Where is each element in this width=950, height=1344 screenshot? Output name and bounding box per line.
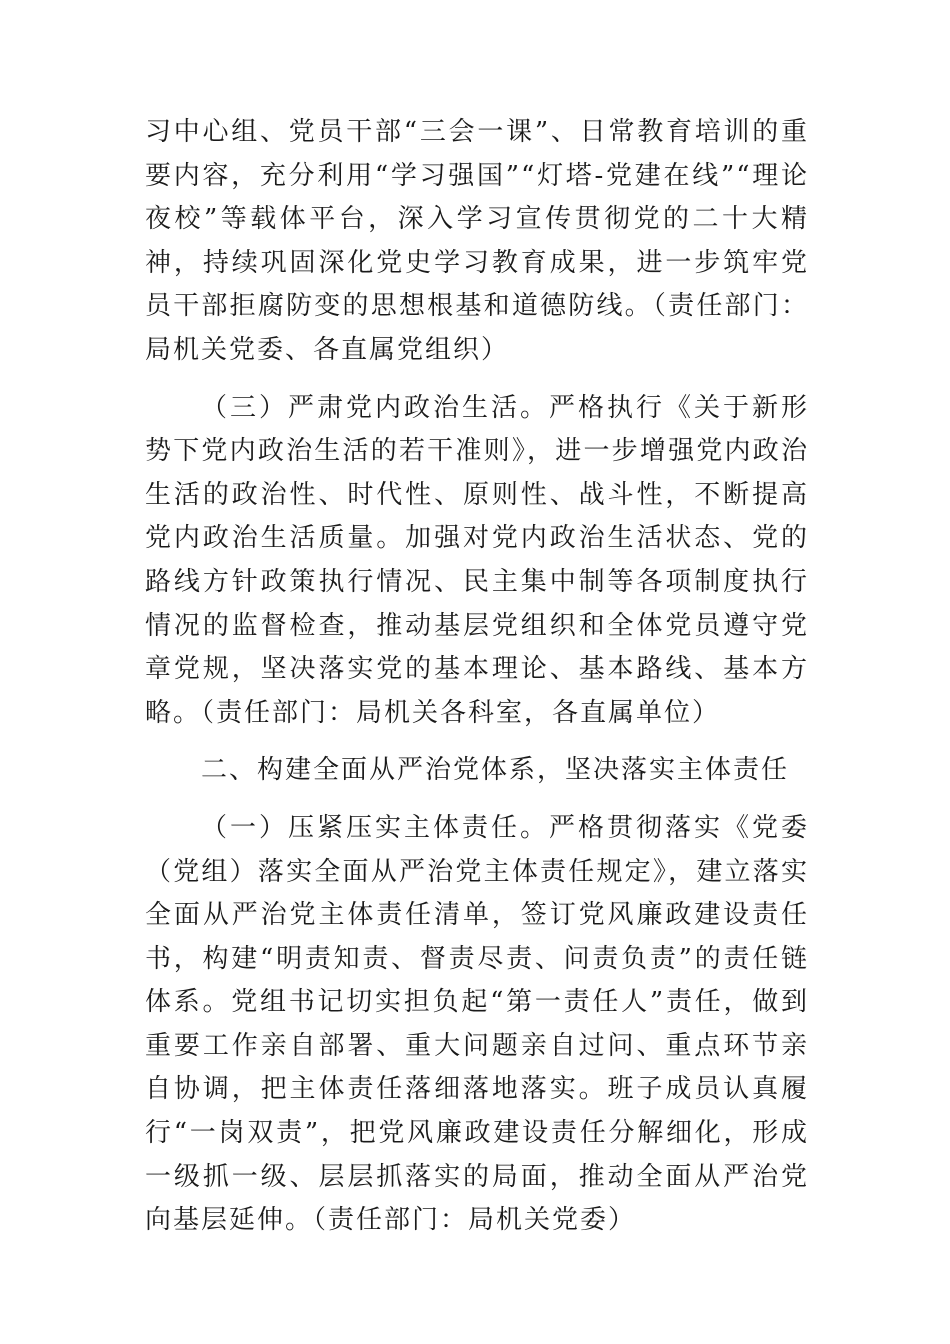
section-heading-2: 二、构建全面从严治党体系，坚决落实主体责任 <box>201 755 790 786</box>
paragraph-continuation: 习中心组、党员干部“三会一课”、日常教育培训的重要内容，充分利用“学习强国”“灯塔-党建在线”“理论夜校”等载体平台，深入学习宣传贯彻党的二十大精神，持续巩固深化党史学习教育成果，进一步筑牢党员干部拒腐防变的思想根基和道德防线。（责任部门：局机关党委、各直属党组织） <box>145 117 809 365</box>
document-body <box>145 111 809 1243</box>
paragraph-political-life: （三）严肃党内政治生活。严格执行《关于新形势下党内政治生活的若干准则》，进一步增强党内政治生活的政治性、时代性、原则性、战斗性，不断提高党内政治生活质量。加强对党内政治生活状态、党的路线方针政策执行情况、民主集中制等各项制度执行情况的监督检查，推动基层党组织和全体党员遵守党章党规，坚决落实党的基本理论、基本路线、基本方略。（责任部门：局机关各科室，各直属单位） <box>145 392 809 728</box>
paragraph-main-responsibility: （一）压紧压实主体责任。严格贯彻落实《党委（党组）落实全面从严治党主体责任规定》，建立落实全面从严治党主体责任清单，签订党风廉政建设责任书，构建“明责知责、督责尽责、问责负责”的责任链体系。党组书记切实担负起“第一责任人”责任，做到重要工作亲自部署、重大问题亲自过问、重点环节亲自协调，把主体责任落细落地落实。班子成员认真履行“一岗双责”，把党风廉政建设责任分解细化，形成一级抓一级、层层抓落实的局面，推动全面从严治党向基层延伸。（责任部门：局机关党委） <box>145 812 809 1236</box>
